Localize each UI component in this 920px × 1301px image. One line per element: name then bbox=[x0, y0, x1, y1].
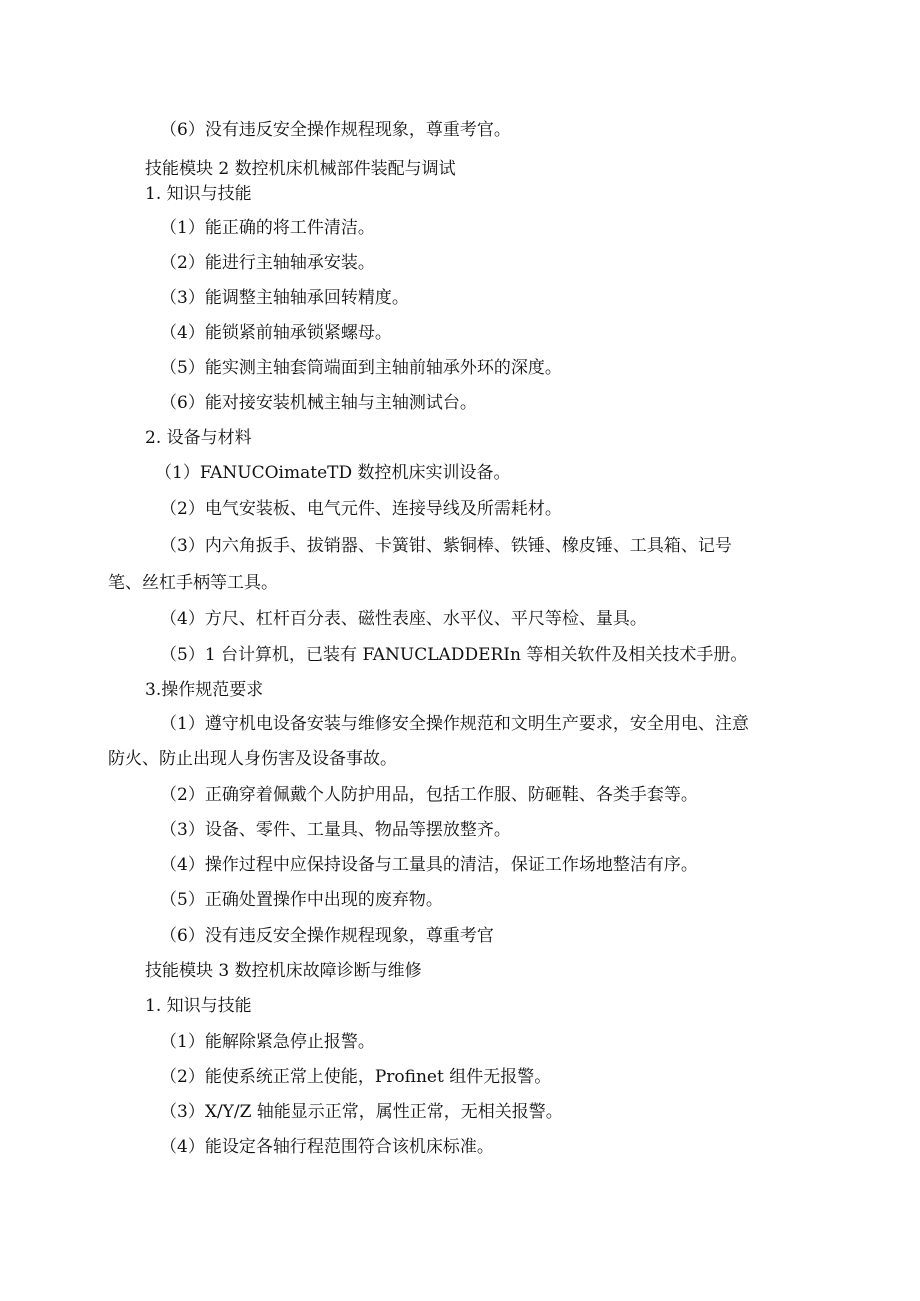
list-item: （4）方尺、杠杆百分表、磁性表座、水平仪、平尺等检、量具。 bbox=[160, 609, 647, 629]
subsection-heading: 1. 知识与技能 bbox=[145, 184, 252, 204]
list-item: （5）能实测主轴套筒端面到主轴前轴承外环的深度。 bbox=[160, 358, 562, 378]
list-item: （2）正确穿着佩戴个人防护用品，包括工作服、防砸鞋、各类手套等。 bbox=[160, 785, 698, 805]
list-item: （2）电气安装板、电气元件、连接导线及所需耗材。 bbox=[160, 499, 562, 519]
list-item: （6）能对接安装机械主轴与主轴测试台。 bbox=[160, 393, 477, 413]
subsection-heading: 3.操作规范要求 bbox=[145, 680, 264, 700]
list-item: （6）没有违反安全操作规程现象，尊重考官。 bbox=[160, 120, 511, 140]
list-item: （2）能进行主轴轴承安装。 bbox=[160, 253, 375, 273]
list-item: （3）设备、零件、工量具、物品等摆放整齐。 bbox=[160, 820, 511, 840]
section-heading: 技能模块 3 数控机床故障诊断与维修 bbox=[145, 961, 422, 981]
list-item: （4）能锁紧前轴承锁紧螺母。 bbox=[160, 323, 392, 343]
list-item: （2）能使系统正常上使能，Profinet 组件无报警。 bbox=[160, 1067, 552, 1087]
list-item: （4）操作过程中应保持设备与工量具的清洁，保证工作场地整洁有序。 bbox=[160, 855, 698, 875]
list-item: （5）1 台计算机，已装有 FANUCLADDERIn 等相关软件及相关技术手册。 bbox=[160, 645, 748, 665]
list-item: （4）能设定各轴行程范围符合该机床标准。 bbox=[160, 1137, 494, 1157]
subsection-heading: 1. 知识与技能 bbox=[145, 996, 252, 1016]
list-item: （6）没有违反安全操作规程现象，尊重考官 bbox=[160, 926, 494, 946]
list-item: （1）FANUCOimateTD 数控机床实训设备。 bbox=[155, 463, 511, 483]
section-heading: 技能模块 2 数控机床机械部件装配与调试 bbox=[145, 159, 456, 179]
list-item: （5）正确处置操作中出现的废弃物。 bbox=[160, 890, 443, 910]
list-item-continuation: 笔、丝杠手柄等工具。 bbox=[108, 573, 278, 593]
list-item: （1）能正确的将工件清洁。 bbox=[160, 218, 375, 238]
list-item: （3）X/Y/Z 轴能显示正常，属性正常，无相关报警。 bbox=[160, 1102, 563, 1122]
subsection-heading: 2. 设备与材料 bbox=[145, 428, 252, 448]
list-item: （1）遵守机电设备安装与维修安全操作规范和文明生产要求，安全用电、注意 bbox=[160, 714, 749, 734]
list-item: （3）内六角扳手、拔销器、卡簧钳、紫铜棒、铁锤、橡皮锤、工具箱、记号 bbox=[160, 536, 732, 556]
list-item: （1）能解除紧急停止报警。 bbox=[160, 1032, 375, 1052]
list-item-continuation: 防火、防止出现人身伤害及设备事故。 bbox=[108, 749, 397, 769]
list-item: （3）能调整主轴轴承回转精度。 bbox=[160, 288, 409, 308]
